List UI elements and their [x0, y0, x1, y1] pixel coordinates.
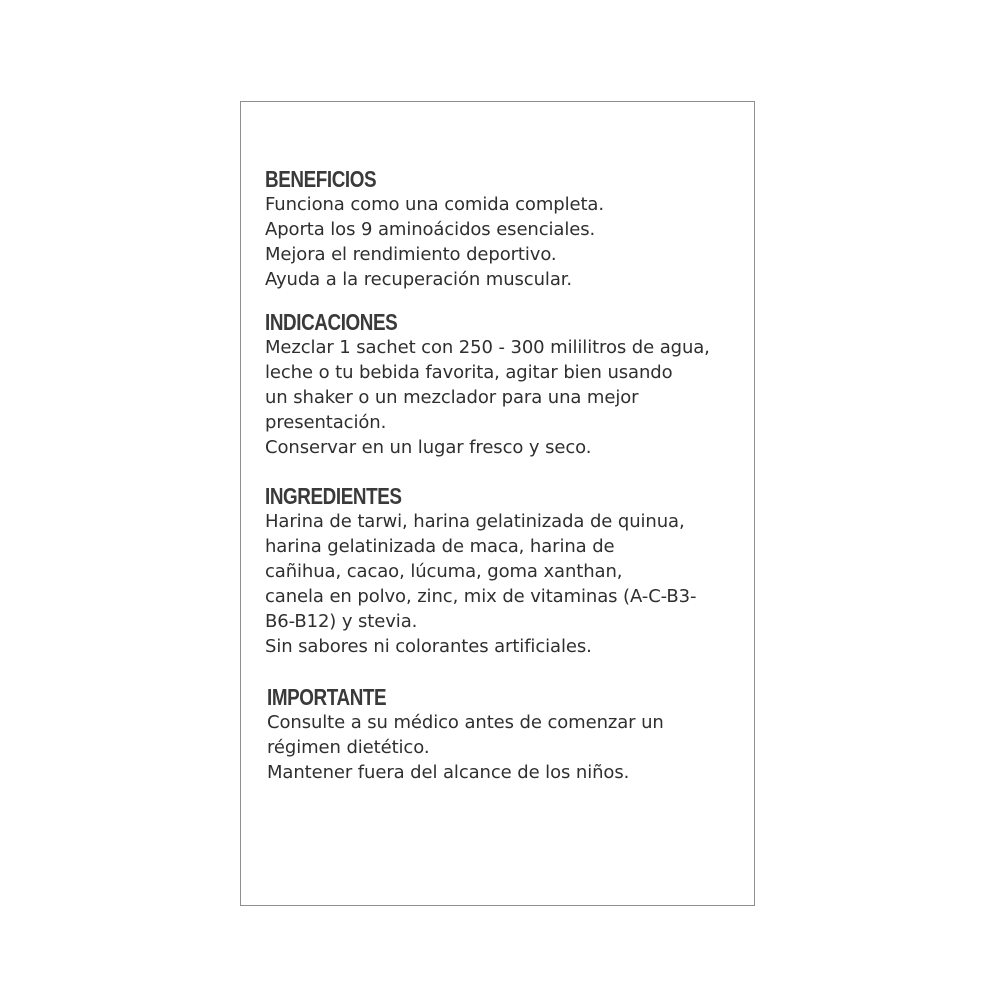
text-line: Harina de tarwi, harina gelatinizada de quinua,: [265, 511, 685, 532]
section-ingredientes: [265, 483, 745, 659]
text-line: Funciona como una comida completa.: [265, 194, 604, 215]
product-label-card: [240, 101, 755, 906]
section-indicaciones: [265, 309, 745, 460]
text-line: un shaker o un mezclador para una mejor: [265, 387, 639, 408]
text-line: Sin sabores ni colorantes artificiales.: [265, 636, 592, 657]
text-line: Mezclar 1 sachet con 250 - 300 mililitros de agua,: [265, 337, 710, 358]
text-line: Conservar en un lugar fresco y seco.: [265, 437, 592, 458]
text-line: Consulte a su médico antes de comenzar un: [267, 712, 664, 733]
text-line: cañihua, cacao, lúcuma, goma xanthan,: [265, 561, 623, 582]
section-heading: BENEFICIOS: [265, 166, 377, 192]
section-importante: [267, 684, 747, 785]
text-line: Mantener fuera del alcance de los niños.: [267, 762, 630, 783]
section-beneficios: [265, 166, 745, 292]
text-line: Ayuda a la recuperación muscular.: [265, 269, 573, 290]
text-line: canela en polvo, zinc, mix de vitaminas (A-C-B3-: [265, 586, 697, 607]
section-heading: IMPORTANTE: [267, 684, 387, 710]
section-heading: INDICACIONES: [265, 309, 398, 335]
text-line: régimen dietético.: [267, 737, 430, 758]
text-line: presentación.: [265, 412, 387, 433]
text-line: leche o tu bebida favorita, agitar bien usando: [265, 362, 673, 383]
text-line: B6-B12) y stevia.: [265, 611, 418, 632]
text-line: Mejora el rendimiento deportivo.: [265, 244, 557, 265]
text-line: Aporta los 9 aminoácidos esenciales.: [265, 219, 596, 240]
section-heading: INGREDIENTES: [265, 483, 402, 509]
text-line: harina gelatinizada de maca, harina de: [265, 536, 615, 557]
